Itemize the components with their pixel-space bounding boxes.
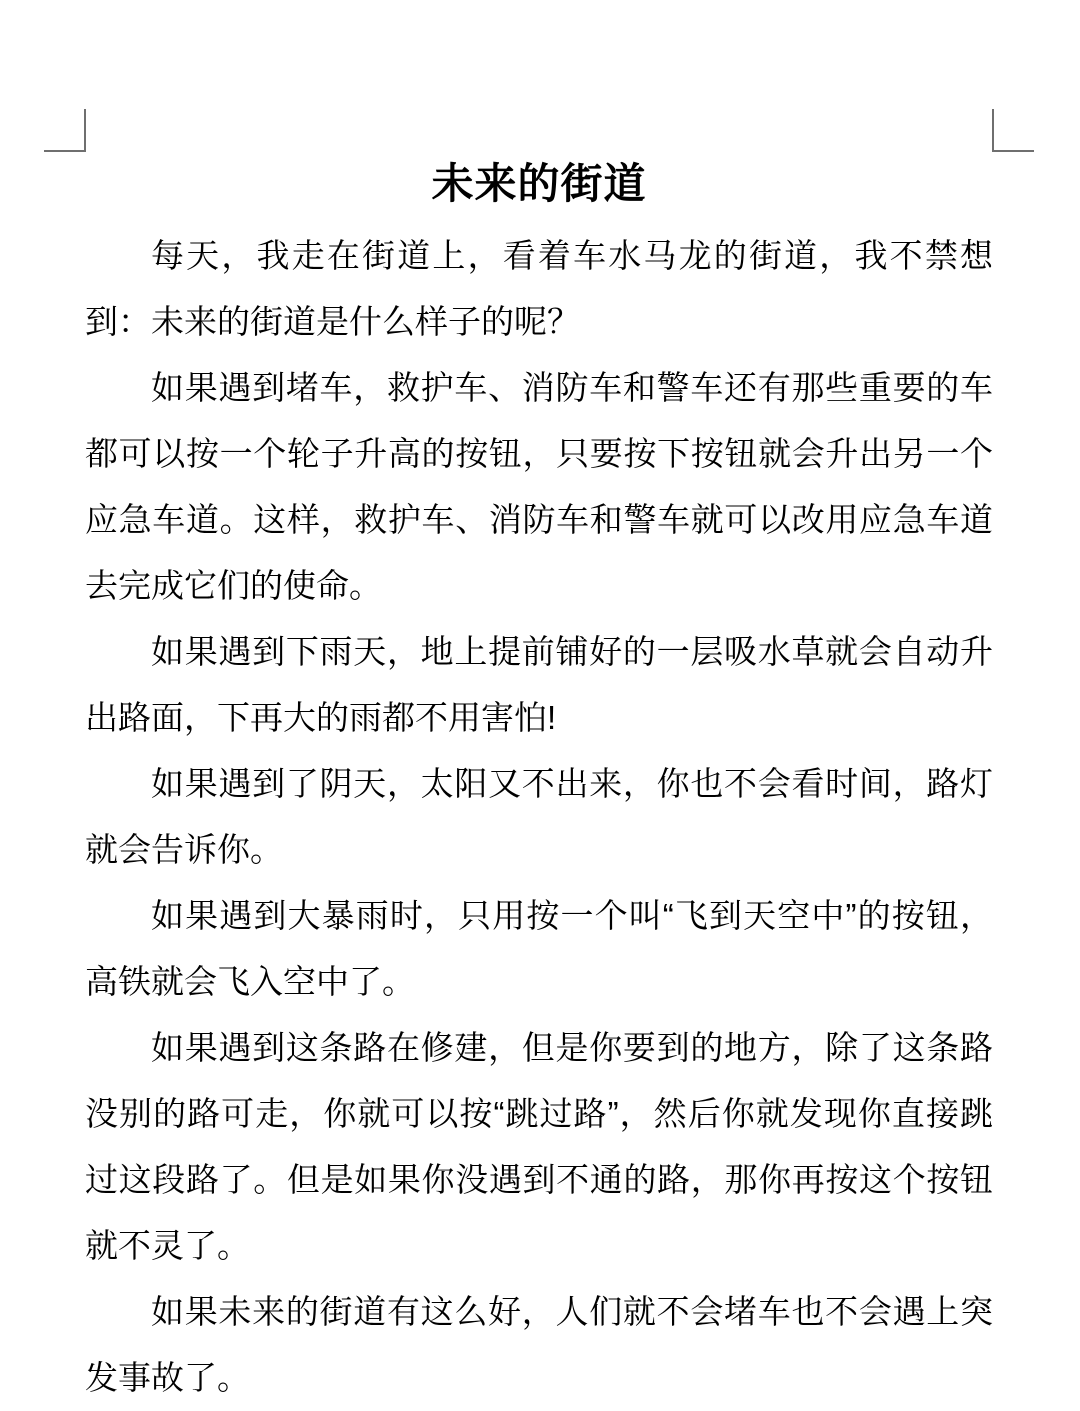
- paragraph-3: 如果遇到下雨天，地上提前铺好的一层吸水草就会自动升出路面，下再大的雨都不用害怕!: [85, 633, 993, 736]
- paragraph-7: 如果未来的街道有这么好，人们就不会堵车也不会遇上突发事故了。: [85, 1293, 993, 1396]
- paragraph-5: 如果遇到大暴雨时，只用按一个叫“飞到天空中”的按钮，高铁就会飞入空中了。: [85, 897, 993, 1000]
- paragraph-6: 如果遇到这条路在修建，但是你要到的地方，除了这条路没别的路可走，你就可以按“跳过路”，然后你就发现你直接跳过这段路了。但是如果你没遇到不通的路，那你再按这个按钮就不灵了。: [85, 1029, 993, 1264]
- crop-mark-top-left: [44, 109, 86, 152]
- document-title: 未来的街道: [431, 160, 647, 207]
- paragraph-1: 每天，我走在街道上，看着车水马龙的街道，我不禁想到：未来的街道是什么样子的呢？: [85, 237, 993, 340]
- paragraph-2: 如果遇到堵车，救护车、消防车和警车还有那些重要的车都可以按一个轮子升高的按钮，只要按下按钮就会升出另一个应急车道。这样，救护车、消防车和警车就可以改用应急车道去完成它们的使命。: [85, 369, 993, 604]
- document-content: [85, 152, 993, 1411]
- crop-mark-top-right: [992, 109, 1034, 152]
- paragraph-4: 如果遇到了阴天，太阳又不出来，你也不会看时间，路灯就会告诉你。: [85, 765, 993, 868]
